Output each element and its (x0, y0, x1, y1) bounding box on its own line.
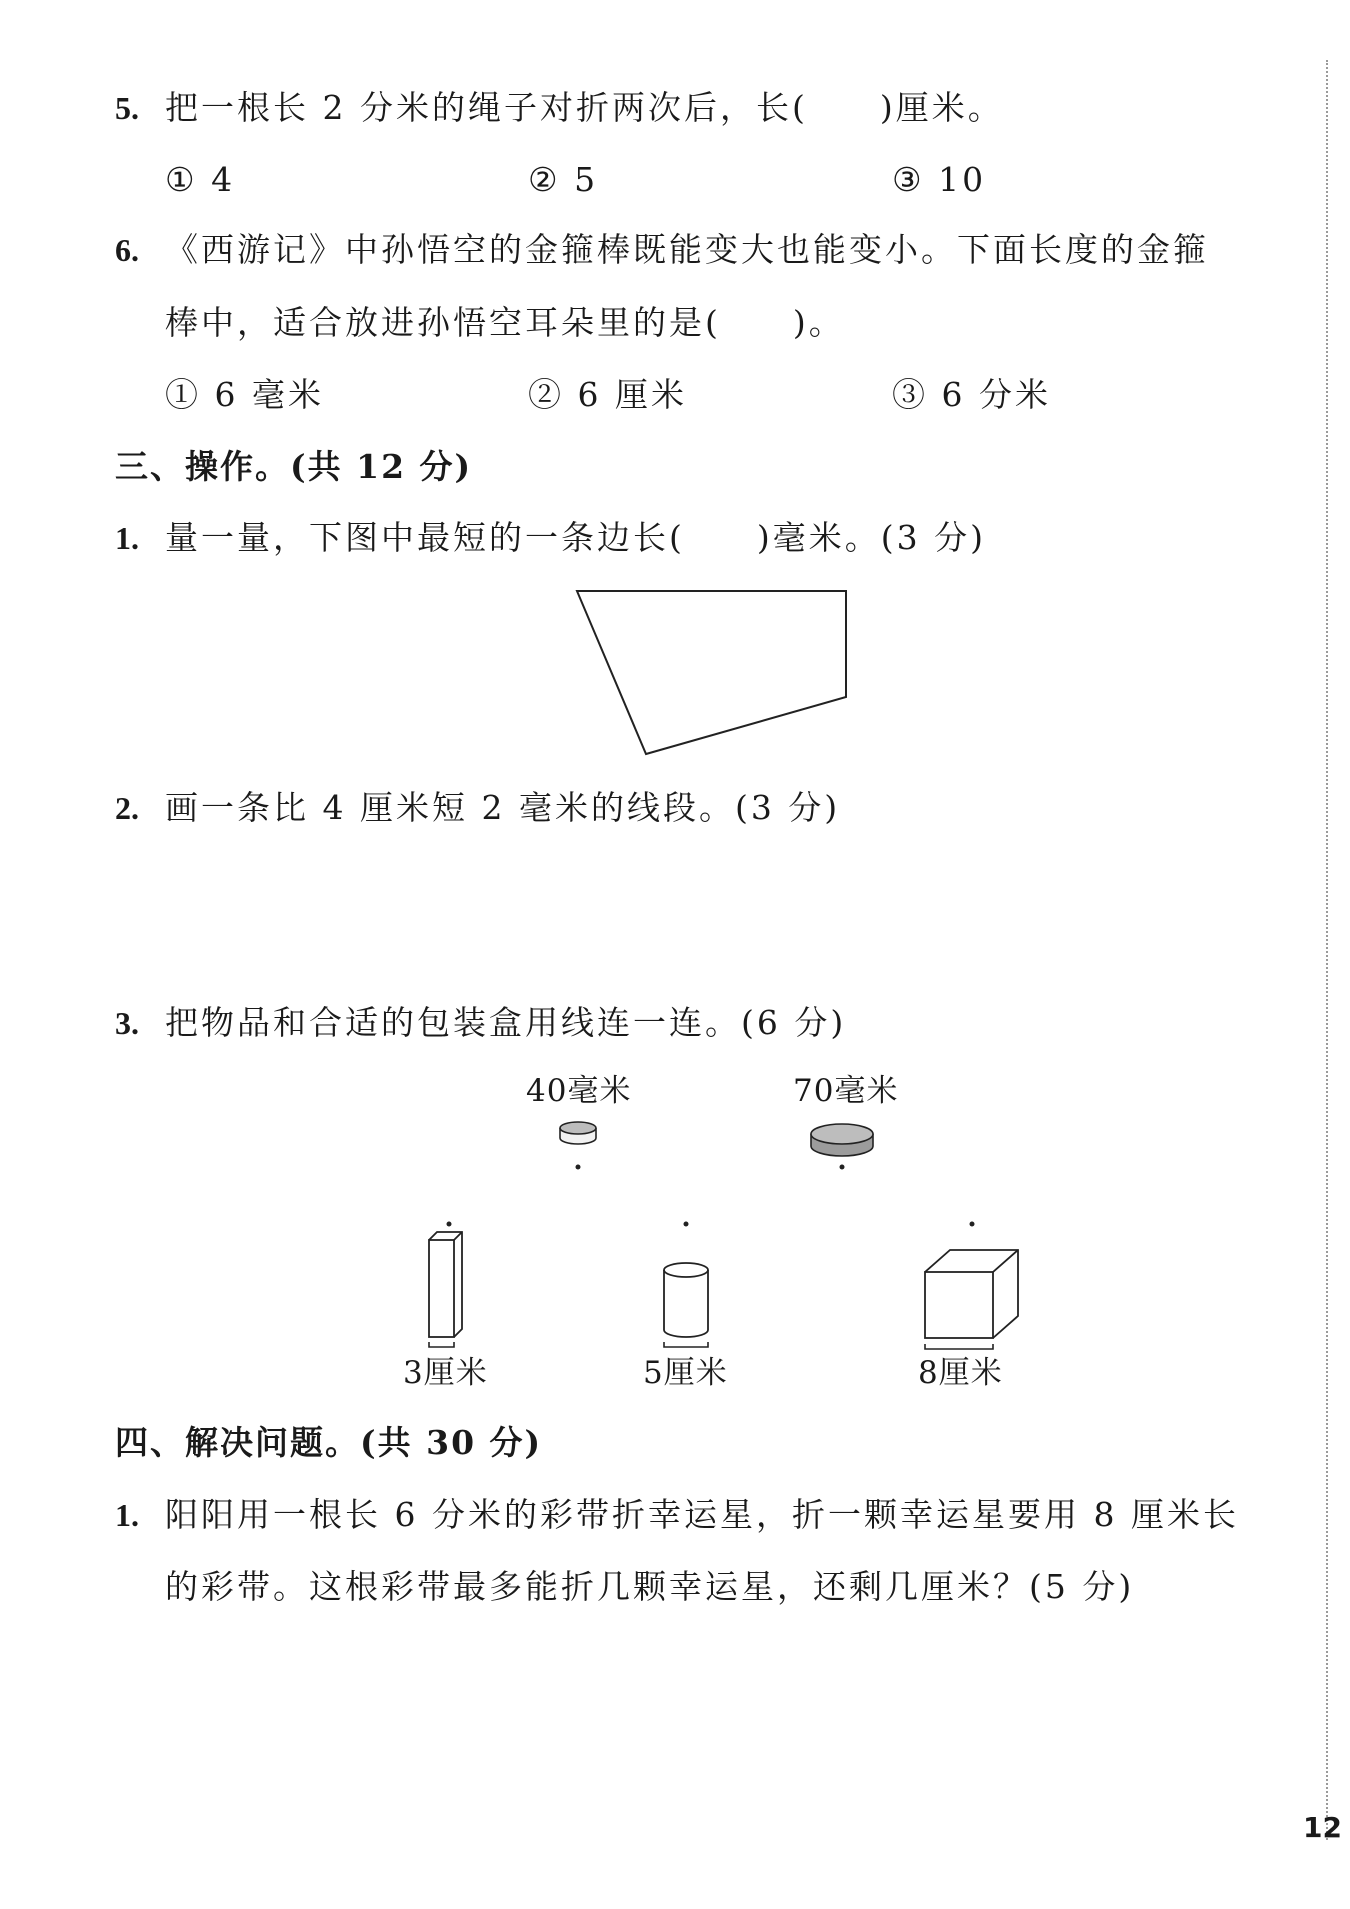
cube-width-bracket (925, 1344, 993, 1349)
cylinder-box-dot (684, 1222, 689, 1227)
cube-box (925, 1250, 1018, 1338)
small-disc-dot (576, 1165, 581, 1170)
q6-number: 6. (115, 232, 139, 268)
q6-option-3: ③ 6 分米 (892, 375, 1051, 414)
q5-text: 把一根长 2 分米的绳子对折两次后，长( )厘米。 (165, 88, 1004, 127)
q5-option-2: ② 5 (528, 160, 599, 199)
cube-box-dot (970, 1222, 975, 1227)
item-label-40mm: 40毫米 (526, 1073, 632, 1109)
box-label-5cm: 5厘米 (643, 1355, 728, 1391)
s3-q1-number: 1. (115, 520, 139, 556)
q5-number: 5. (115, 90, 139, 126)
q6-text-line1: 《西游记》中孙悟空的金箍棒既能变大也能变小。下面长度的金箍 (165, 230, 1209, 269)
q5-option-3: ③ 10 (892, 160, 987, 199)
section4-title: 四、解决问题。(共 30 分) (115, 1423, 543, 1462)
tall-box (429, 1232, 462, 1337)
tall-box-width-bracket (429, 1342, 454, 1347)
small-disc-item (560, 1122, 596, 1144)
q6-option-1: ① 6 毫米 (165, 375, 324, 414)
s3-q1-text: 量一量，下图中最短的一条边长( )毫米。(3 分) (165, 518, 986, 557)
box-label-3cm: 3厘米 (403, 1355, 488, 1391)
large-disc-item (811, 1124, 873, 1156)
q5-option-1: ① 4 (165, 160, 236, 199)
cylinder-width-bracket (664, 1342, 708, 1347)
cylinder-box (664, 1263, 708, 1337)
s4-q1-number: 1. (115, 1497, 139, 1533)
page-number: 12 (1303, 1811, 1342, 1844)
s4-q1-text-line2: 的彩带。这根彩带最多能折几颗幸运星，还剩几厘米？(5 分) (165, 1567, 1135, 1606)
box-label-8cm: 8厘米 (918, 1355, 1003, 1391)
q6-text-line2: 棒中，适合放进孙悟空耳朵里的是( )。 (165, 303, 845, 342)
quadrilateral-figure (577, 591, 846, 754)
tall-box-dot (447, 1222, 452, 1227)
item-label-70mm: 70毫米 (793, 1073, 899, 1109)
s3-q3-number: 3. (115, 1005, 139, 1041)
q6-option-2: ② 6 厘米 (528, 375, 687, 414)
large-disc-dot (840, 1165, 845, 1170)
section3-title: 三、操作。(共 12 分) (115, 447, 473, 486)
s3-q2-text: 画一条比 4 厘米短 2 毫米的线段。(3 分) (165, 788, 841, 827)
s3-q3-text: 把物品和合适的包装盒用线连一连。(6 分) (165, 1003, 847, 1042)
s4-q1-text-line1: 阳阳用一根长 6 分米的彩带折幸运星，折一颗幸运星要用 8 厘米长 (165, 1495, 1239, 1534)
s3-q2-number: 2. (115, 790, 139, 826)
